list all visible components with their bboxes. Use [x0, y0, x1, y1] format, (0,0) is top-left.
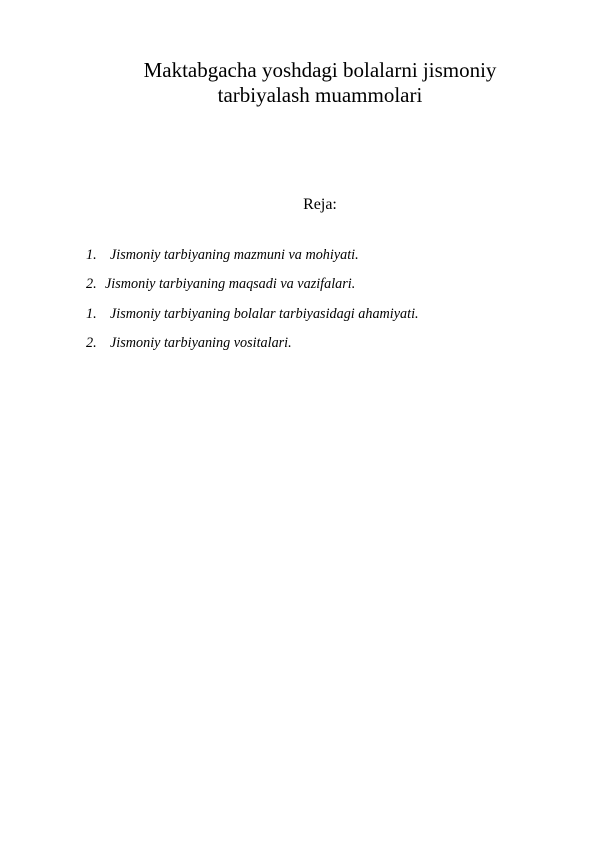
plan-heading: Reja: [303, 196, 337, 213]
plan-item [86, 246, 546, 264]
plan-item-number: 1. [86, 305, 97, 322]
plan-item-text: Jismoniy tarbiyaning bolalar tarbiyasidagi ahamiyati. [110, 305, 419, 322]
plan-item-text: Jismoniy tarbiyaning mazmuni va mohiyati. [110, 247, 359, 263]
plan-item-text: Jismoniy tarbiyaning vositalari. [110, 334, 292, 351]
plan-list [86, 246, 546, 363]
plan-item [86, 275, 546, 293]
title-line-2: tarbiyalash muammolari [217, 83, 423, 107]
plan-item-number: 2. [86, 334, 97, 351]
plan-item-text: Jismoniy tarbiyaning maqsadi va vazifalari. [105, 276, 356, 293]
plan-item [86, 305, 546, 323]
plan-item [86, 334, 546, 352]
plan-item-number: 1. [86, 247, 97, 263]
plan-item-number: 2. [86, 276, 97, 293]
title-line-1: Maktabgacha yoshdagi bolalarni jismoniy [143, 58, 497, 82]
document-title [110, 58, 530, 108]
